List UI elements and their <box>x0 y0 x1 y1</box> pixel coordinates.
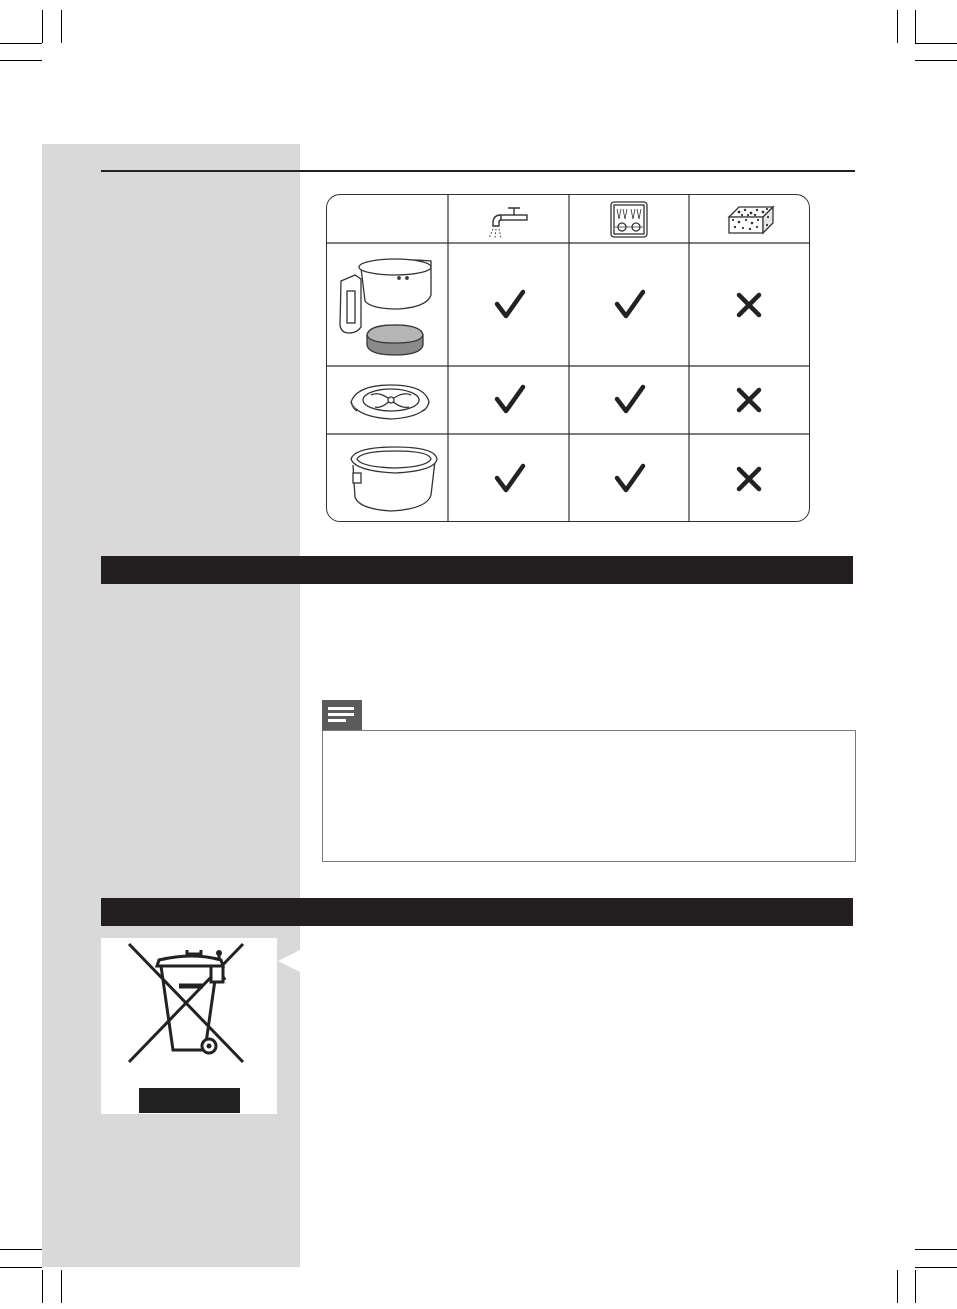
blade-insert-icon <box>351 385 429 419</box>
pan-icon <box>351 447 437 511</box>
checkmark-icon <box>617 387 643 411</box>
crop-mark <box>897 10 898 43</box>
crop-mark <box>0 1249 42 1250</box>
checkmark-icon <box>497 292 523 316</box>
cleaning-table <box>326 194 810 522</box>
basket-with-mesh-icon <box>340 259 431 355</box>
crop-mark <box>61 10 62 43</box>
cross-icon <box>739 295 759 315</box>
note-icon <box>322 700 362 731</box>
crop-mark <box>897 1270 898 1303</box>
checkmark-icon <box>497 466 523 490</box>
checkmark-icon <box>617 466 643 490</box>
abrasive-sponge-icon <box>729 207 773 233</box>
crop-mark <box>0 1267 42 1268</box>
pointer-triangle <box>278 950 302 974</box>
crop-mark <box>61 1270 62 1303</box>
cleaning-table-graphic <box>327 195 810 522</box>
faucet-icon <box>489 208 527 238</box>
section-header-bar <box>101 556 853 584</box>
crop-mark <box>915 43 957 44</box>
crop-mark <box>42 10 43 43</box>
crop-mark <box>915 1249 957 1250</box>
crop-mark <box>42 1270 43 1303</box>
note-box <box>322 730 856 862</box>
dishwasher-icon <box>611 202 647 237</box>
crop-mark <box>0 60 42 61</box>
weee-symbol <box>101 938 277 1114</box>
crop-mark <box>915 1267 957 1268</box>
note-tab <box>322 700 362 731</box>
crop-mark <box>915 60 957 61</box>
cross-icon <box>739 390 759 410</box>
section-rule <box>101 170 855 172</box>
section-header-bar <box>101 898 853 926</box>
crop-mark <box>0 43 42 44</box>
cross-icon <box>739 469 759 489</box>
crop-mark <box>915 10 916 43</box>
crossed-out-wheelie-bin-icon <box>101 938 277 1114</box>
checkmark-icon <box>497 387 523 411</box>
crop-mark <box>915 1270 916 1303</box>
checkmark-icon <box>617 292 643 316</box>
